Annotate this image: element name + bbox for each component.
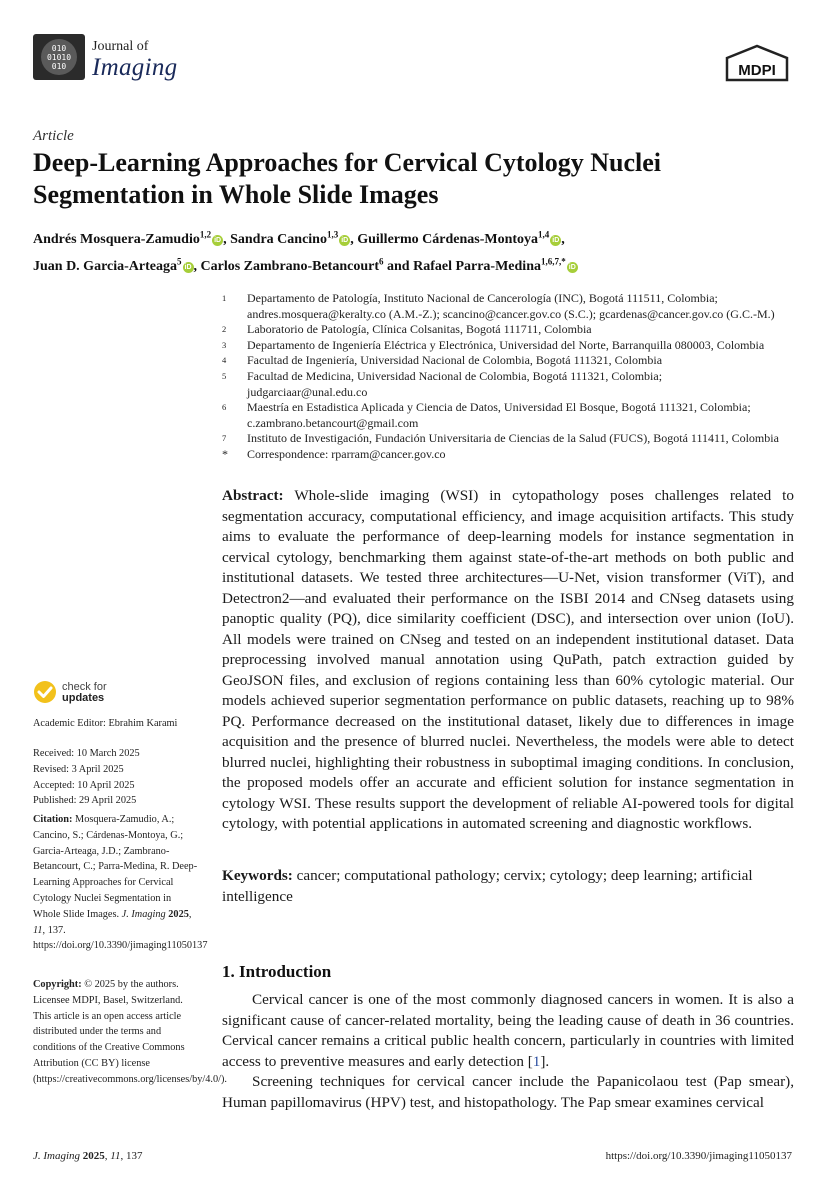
affiliation-text: Departamento de Patología, Instituto Nacional de Cancerología (INC), Bogotá 111511, Colombia; andres.mosquera@keralty.co (A.M.-Z.); scancino@cancer.gov.co (S.C.); gcardenas@cancer.gov.co (G.C.-M.) [247, 291, 775, 321]
citation-volume: 11 [33, 924, 43, 936]
affiliation-text: Instituto de Investigación, Fundación Universitaria de Ciencias de la Salud (FUCS), Bogotá 111411, Colombia [247, 431, 779, 446]
article-type: Article [33, 128, 74, 144]
author [33, 256, 201, 275]
abstract [222, 486, 794, 835]
footer-year: 2025 [82, 1150, 105, 1162]
check-for-updates-icon[interactable] [33, 680, 57, 704]
academic-editor: Academic Editor: Ebrahim Karami [33, 718, 178, 729]
affiliation-row [222, 400, 802, 431]
author-separator: , [223, 231, 231, 247]
svg-text:01010: 01010 [46, 53, 72, 62]
affiliation-number: 5 [222, 370, 227, 381]
author-affiliation-sup: 1,4 [538, 229, 550, 239]
citation-label: Citation: [33, 814, 73, 825]
copyright-block [33, 977, 227, 1088]
affiliation-text: Correspondence: rparram@cancer.gov.co [247, 446, 446, 461]
author-name: Juan D. Garcia-Arteaga [33, 259, 177, 275]
journal-logo [33, 34, 85, 80]
author-separator: , [350, 231, 358, 247]
affiliation-row [222, 431, 802, 447]
footer-article: 137 [125, 1150, 143, 1162]
citation-text: Mosquera-Zamudio, A.; Cancino, S.; Cárdenas-Montoya, G.; Garcia-Arteaga, J.D.; Zambrano-Betancourt, C.; Parra-Medina, R. Deep-Learning Approaches for Cervical Cytology Nuclei Segmentation in Whole Slide Images. [33, 814, 198, 920]
affiliation-text: Facultad de Medicina, Universidad Nacional de Colombia, Bogotá 111321, Colombia; judgarciaar@unal.edu.co [247, 368, 663, 399]
check-line-1: check for [62, 681, 107, 693]
author-name: Carlos Zambrano-Betancourt [200, 259, 379, 275]
intro-paragraph-1 [222, 990, 794, 1072]
citation-year: 2025 [168, 908, 189, 920]
footer-journal: J. Imaging [33, 1150, 81, 1162]
mdpi-logo [723, 44, 791, 84]
intro-paragraph-2: Screening techniques for cervical cancer include the Papanicolaou test (Pap smear), Human papillomavirus (HPV) test, and histopathology. The Pap smear examines cervical [222, 1073, 794, 1111]
introduction-body [222, 990, 794, 1113]
footer-doi-link[interactable]: https://doi.org/10.3390/jimaging11050137 [605, 1150, 792, 1162]
orcid-icon[interactable]: iD [184, 264, 192, 272]
affiliation-text: Maestría en Estadistica Aplicada y Ciencia de Datos, Universidad El Bosque, Bogotá 111321, Colombia; c.zambrano.betancourt@gmail.com [247, 400, 751, 430]
affiliation-row [222, 338, 802, 354]
svg-text:010: 010 [51, 44, 67, 53]
check-line-2: updates [62, 692, 105, 704]
affiliation-number: 2 [222, 324, 227, 335]
author-affiliation-sup: 5 [177, 256, 182, 267]
author-name: Rafael Parra-Medina [413, 259, 541, 275]
accepted-date: Accepted: 10 April 2025 [33, 779, 135, 791]
author-affiliation-sup: 1,6,7,* [541, 256, 566, 267]
affiliation-text: Facultad de Ingeniería, Universidad Nacional de Colombia, Bogotá 111321, Colombia [247, 353, 663, 368]
author-name: Andrés Mosquera-Zamudio [33, 231, 200, 247]
affiliation-row [222, 291, 802, 322]
keywords-label: Keywords: [222, 867, 293, 884]
affiliation-number: 7 [222, 433, 227, 444]
published-date: Published: 29 April 2025 [33, 795, 137, 807]
orcid-icon[interactable]: iD [552, 236, 560, 244]
paper-title: Deep-Learning Approaches for Cervical Cytology Nuclei Segmentation in Whole Slide Images [33, 148, 662, 209]
affiliation-text: Laboratorio de Patología, Clínica Colsanitas, Bogotá 111711, Colombia [247, 322, 592, 337]
author-affiliation-sup: 6 [379, 256, 384, 267]
reference-link[interactable]: 1 [532, 1052, 541, 1070]
affiliation-number: 1 [222, 293, 227, 303]
affiliation-row [222, 353, 802, 369]
section-heading-introduction: 1. Introduction [222, 962, 332, 981]
revised-date: Revised: 3 April 2025 [33, 763, 124, 775]
orcid-icon[interactable]: iD [214, 236, 222, 244]
check-for-updates-label[interactable] [62, 682, 107, 704]
author [413, 256, 578, 275]
affiliation-number: 6 [222, 402, 227, 413]
svg-text:010: 010 [51, 62, 67, 71]
keywords [222, 866, 794, 907]
author [33, 229, 231, 247]
journal-name: Imaging [92, 54, 178, 81]
footer-volume: 11 [110, 1150, 121, 1162]
author-separator: and [383, 259, 414, 275]
affiliations [222, 291, 802, 463]
author-affiliation-sup: 1,2 [199, 229, 212, 239]
affiliation-row [222, 447, 802, 463]
copyright-label: Copyright: [33, 979, 82, 990]
orcid-icon[interactable]: iD [568, 264, 576, 272]
keywords-text: cancer; computational pathology; cervix; cytology; deep learning; artificial intelligence [222, 867, 753, 905]
author-name: Sandra Cancino [230, 231, 327, 247]
author [200, 256, 414, 275]
intro-p1-text: Cervical cancer is one of the most commonly diagnosed cancers in women. It is also a significant cause of cancer-related mortality, being the leading cause of death in 36 countries. Cervical cancer remains a critical public health concern, particularly in countries with limited access to preventive measures and early detection [ [222, 991, 794, 1070]
author-separator: , [193, 259, 201, 275]
affiliation-number: 3 [222, 339, 227, 350]
citation-journal: J. Imaging [121, 908, 166, 920]
intro-p1-end: ]. [540, 1052, 550, 1070]
orcid-icon[interactable]: iD [341, 236, 349, 244]
author-list [33, 223, 793, 278]
received-date: Received: 10 March 2025 [33, 748, 140, 759]
author-affiliation-sup: 1,3 [326, 229, 339, 239]
citation-block: Citation: Mosquera-Zamudio, A.; Cancino, S.; Cárdenas-Montoya, G.; Garcia-Arteaga, J.D.; Zambrano-Betancourt, C.; Parra-Medina, R. Deep-Learning Approaches for Cervical Cytology Nuclei Segmentation in Whole Slide Images. J. Imaging 2025, 11, 137. https://doi.org/10.3390/jimaging11050137 [33, 814, 208, 952]
affiliation-number: 4 [222, 355, 227, 366]
author [357, 229, 565, 247]
abstract-text: Whole-slide imaging (WSI) in cytopathology poses challenges related to segmentation accuracy, computational efficiency, and image acquisition artifacts. This study aims to evaluate the performance of deep-learning models for instance segmentation in cervical cytology, benchmarking them against state-of-the-art methods on both public and institutional datasets. We tested three architectures—U-Net, vision transformer (ViT), and Detectron2—and evaluated their performance on the ISBI 2014 and CNseg datasets using panoptic quality (PQ), dice similarity coefficient (DSC), and intersection over union (IoU). All models were trained on CNseg and tested on an independent institutional dataset. Data preprocessing involved manual annotation using QuPath, patch extraction guided by GeoJSON files, and exclusion of regions containing less than 60% cytologic material. Our models achieved superior segmentation performance on public datasets, reaching up to 98% PQ. Performance decreased on the institutional dataset, likely due to differences in image acquisition and the presence of blurred nuclei. Nevertheless, the models were able to detect blurred nuclei, highlighting their robustness in suboptimal imaging conditions. In conclusion, the proposed models offer an accurate and efficient solution for instance segmentation in cytology WSI. These results support the development of reliable AI-powered tools for digital cytology, with potential applications in automated screening and diagnostic workflows. [222, 487, 794, 832]
citation-doi-link[interactable]: , 137. https://doi.org/10.3390/jimaging11050137 [33, 924, 208, 952]
footer-citation: J. Imaging 2025, 11, 137 [33, 1150, 143, 1162]
author [230, 229, 358, 247]
affiliation-row [222, 369, 802, 400]
publication-dates [33, 746, 198, 809]
affiliation-row [222, 322, 802, 338]
svg-text:MDPI: MDPI [738, 62, 776, 79]
author-separator: , [561, 231, 565, 247]
affiliation-number: * [222, 446, 228, 461]
copyright-text: © 2025 by the authors. Licensee MDPI, Basel, Switzerland. This article is an open access article distributed under the terms and conditions of the Creative Commons Attribution (CC BY) license (https://creativecommons.org/licenses/by/4.0/). [33, 979, 227, 1085]
author-name: Guillermo Cárdenas-Montoya [357, 231, 539, 247]
abstract-label: Abstract: [222, 487, 284, 504]
affiliation-text: Departamento de Ingeniería Eléctrica y Electrónica, Universidad del Norte, Barranquilla 080003, Colombia [247, 337, 765, 352]
journal-of-label: Journal of [92, 39, 149, 54]
